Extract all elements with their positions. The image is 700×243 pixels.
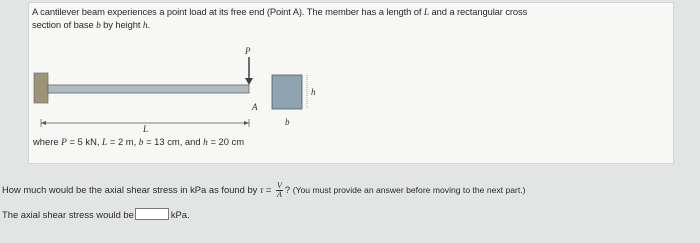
label-b: b: [285, 117, 290, 127]
load-arrow-head: [245, 78, 253, 85]
label-A: A: [252, 102, 258, 112]
given-P-value: = 5 kN,: [66, 136, 103, 147]
cantilever-figure: [29, 45, 329, 135]
given-values: [33, 136, 244, 148]
question-suffix: ?: [284, 183, 293, 195]
problem-text-1a: A cantilever beam experiences a point load at its free end (Point A). The member has a length of: [32, 6, 424, 17]
beam: [48, 85, 249, 93]
formula-fraction: [276, 182, 283, 199]
problem-text-2c: .: [147, 19, 150, 30]
answer-row: [2, 208, 190, 220]
label-L: L: [143, 124, 149, 134]
given-P-symbol: P: [61, 138, 67, 148]
answer-label: The axial shear stress would be: [2, 208, 134, 220]
given-h-symbol: h: [203, 138, 208, 148]
fraction-denominator: A: [277, 190, 282, 199]
question-note: (You must provide an answer before moving to the next part.): [292, 184, 526, 195]
answer-input[interactable]: [135, 208, 169, 220]
problem-text-1b: and a rectangular cross: [429, 6, 528, 17]
cross-section: [272, 75, 302, 109]
label-h: h: [311, 87, 316, 97]
fixed-wall: [34, 73, 48, 103]
given-b-symbol: b: [138, 138, 144, 148]
problem-card: [28, 2, 674, 164]
problem-text-2b: by height: [100, 19, 143, 30]
equals-sign: =: [263, 183, 274, 195]
given-prefix: where: [33, 136, 62, 147]
tau-symbol: τ: [259, 185, 264, 196]
given-b-value: = 13 cm, and: [143, 136, 204, 147]
question-text: [2, 182, 526, 199]
given-L-value: = 2 m,: [107, 136, 139, 147]
fraction-numerator: V: [277, 181, 282, 190]
given-L-symbol: L: [102, 138, 108, 148]
answer-unit: kPa.: [170, 208, 190, 220]
given-h-value: = 20 cm: [207, 136, 245, 147]
problem-text-2a: section of base: [32, 19, 97, 30]
problem-statement: [32, 6, 642, 32]
symbol-L: L: [423, 8, 430, 18]
label-P: P: [245, 46, 251, 56]
symbol-h: h: [142, 21, 148, 31]
question-prefix: How much would be the axial shear stress in kPa as found by: [2, 183, 260, 195]
symbol-b: b: [96, 21, 101, 31]
